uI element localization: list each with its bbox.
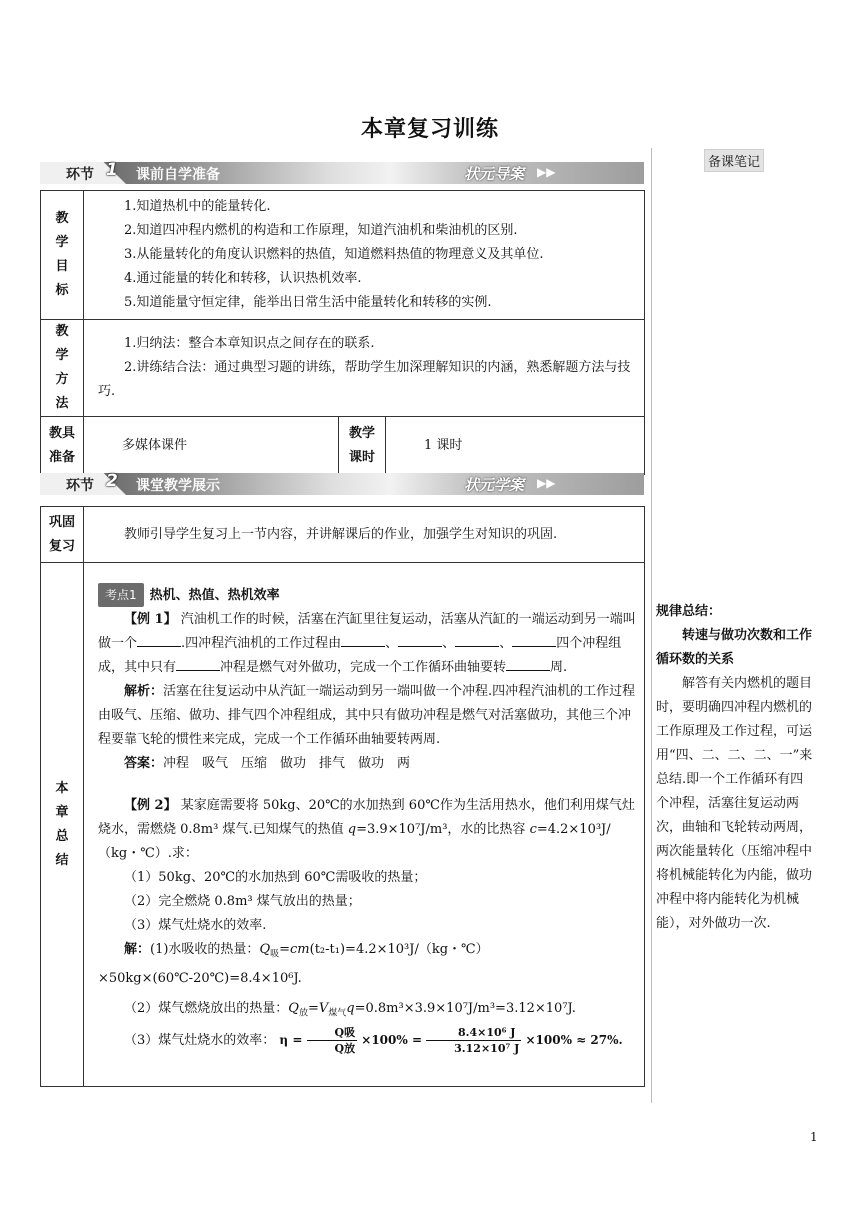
period-value: 1 课时: [386, 417, 645, 475]
summary-cell: [84, 563, 645, 1087]
goal-item: 5.知道能量守恒定律，能举出日常生活中能量转化和转移的实例.: [124, 295, 492, 310]
section-banner-1: [40, 162, 644, 184]
kaodian-line: [98, 583, 636, 608]
answer-blank: [506, 656, 550, 671]
solution-step-3: （3）煤气灶烧水的效率： η = $\frac{\text{Q吸}}{\text{Q放}}$ ×100% = $\frac{\text{8.4×10⁶ J}}{\text{3.12×10⁷ J}}$ ×100% ≈ 27%.: [124, 1026, 623, 1056]
goal-item: 4.通过能量的转化和转移，认识热机效率.: [124, 271, 362, 286]
goals-header: 教学目标: [41, 191, 84, 320]
efficiency-fraction: $\frac{\text{Q吸}}{\text{Q放}}$: [307, 1025, 358, 1056]
kaodian-tag: 考点1: [98, 583, 144, 607]
kaodian-title: 热机、热值、热机效率: [149, 588, 280, 603]
lesson-table: [40, 506, 645, 1087]
example-1: 【例 1】 汽油机工作的时候，活塞在汽缸里往复运动，活塞从汽缸的一端运动到另一端叫做一个 .四冲程汽油机的工作过程由 、 、 、 四个冲程组成，其中只有 冲程是燃气对外做功，完成一个工作循环曲轴要转 周.: [98, 612, 636, 675]
double-arrow-icon: ▶▶: [537, 476, 556, 490]
banner-label: 课前自学准备: [136, 167, 220, 183]
methods-cell: [84, 320, 645, 417]
answer-blank: [137, 632, 181, 647]
tools-header: 教具准备: [41, 417, 84, 475]
banner-right-title: 状元学案: [464, 476, 525, 494]
rule-summary-subheading: 转速与做功次数和工作循环数的关系: [656, 628, 813, 667]
example-2: 【例 2】 某家庭需要将 50kg、20℃的水加热到 60℃作为生活用热水，他们利用煤气灶烧水，需燃烧 0.8m³ 煤气.已知煤气的热值 q=3.9×10⁷J/m³，水的比热容 c=4.2×10³J/（kg・℃）.求：: [98, 798, 635, 861]
banner-huanjie: 环节: [66, 167, 94, 183]
banner-label: 课堂教学展示: [136, 478, 220, 494]
method-item: 1.归纳法：整合本章知识点之间存在的联系.: [124, 336, 375, 351]
side-note-label: 备课笔记: [704, 149, 764, 172]
answer-blank: [176, 656, 220, 671]
value-fraction: $\frac{\text{8.4×10⁶ J}}{\text{3.12×10⁷ J}}$: [426, 1025, 521, 1056]
goal-item: 3.从能量转化的角度认识燃料的热值，知道燃料热值的物理意义及其单位.: [124, 247, 544, 262]
solution-step-2: （2）煤气燃烧放出的热量：$Q_放=V_{煤气}q=0.8m^3\times 3.9\times 10^7J/m^3=3.12\times 10^7J$.: [124, 1000, 576, 1019]
answer-blank: [341, 632, 385, 647]
banner-huanjie: 环节: [66, 478, 94, 494]
summary-header: 本章总结: [41, 563, 84, 1087]
banner-right-title: 状元导案: [464, 165, 525, 183]
answer-blank: [398, 632, 442, 647]
review-cell: 教师引导学生复习上一节内容，并讲解课后的作业，加强学生对知识的巩固.: [84, 507, 645, 563]
banner-number: 1: [106, 160, 118, 180]
goals-cell: [84, 191, 645, 320]
example-2-question: （3）煤气灶烧水的效率.: [124, 918, 267, 933]
review-header: 巩固复习: [41, 507, 84, 563]
plan-table: [40, 190, 645, 475]
double-arrow-icon: ▶▶: [537, 165, 556, 179]
page-number: 1: [810, 1130, 818, 1144]
rule-summary-body: 解答有关内燃机的题目时，要明确四冲程内燃机的工作原理及工作过程，可运用“四、二、二、二、一”来总结.即一个工作循环有四个冲程，活塞往复运动两次，曲轴和飞轮转动两周，两次能量转化（压缩冲程中将机械能转化为内能，做功冲程中将内能转化为机械能），对外做功一次.: [656, 676, 813, 931]
answer-blank: [455, 632, 499, 647]
goal-item: 1.知道热机中的能量转化.: [124, 199, 271, 214]
period-header: 教学课时: [339, 417, 386, 475]
example-2-question: （2）完全燃烧 0.8m³ 煤气放出的热量；: [124, 894, 361, 909]
methods-header: 教学方法: [41, 320, 84, 417]
solution-step-1: 解：(1)水吸收的热量：$Q_吸=cm(t_2-t_1)=4.2\times 10^3J/(kg$・℃）×50kg×(60℃-20℃)=8.4×10⁶J.: [98, 942, 489, 986]
rule-summary: [656, 600, 816, 936]
margin-divider: [651, 148, 652, 1103]
method-item: 2.讲练结合法：通过典型习题的讲练，帮助学生加深理解知识的内涵，熟悉解题方法与技巧.: [98, 360, 631, 399]
page-title: 本章复习训练: [360, 117, 499, 142]
tools-value: 多媒体课件: [84, 417, 339, 475]
example-1-answer: 答案：冲程 吸气 压缩 做功 排气 做功 两: [124, 756, 411, 771]
example-2-question: （1）50kg、20℃的水加热到 60℃需吸收的热量；: [124, 870, 427, 885]
section-banner-2: [40, 473, 644, 495]
rule-summary-heading: 规律总结：: [656, 604, 722, 619]
example-1-analysis: 解析：活塞在往复运动中从汽缸一端运动到另一端叫做一个冲程.四冲程汽油机的工作过程由吸气、压缩、做功、排气四个冲程组成，其中只有做功冲程是燃气对活塞做功，其他三个冲程要靠飞轮的惯性来完成，完成一个工作循环曲轴要转两周.: [98, 684, 636, 747]
banner-number: 2: [106, 471, 118, 491]
answer-blank: [512, 632, 556, 647]
goal-item: 2.知道四冲程内燃机的构造和工作原理，知道汽油机和柴油机的区别.: [124, 223, 518, 238]
